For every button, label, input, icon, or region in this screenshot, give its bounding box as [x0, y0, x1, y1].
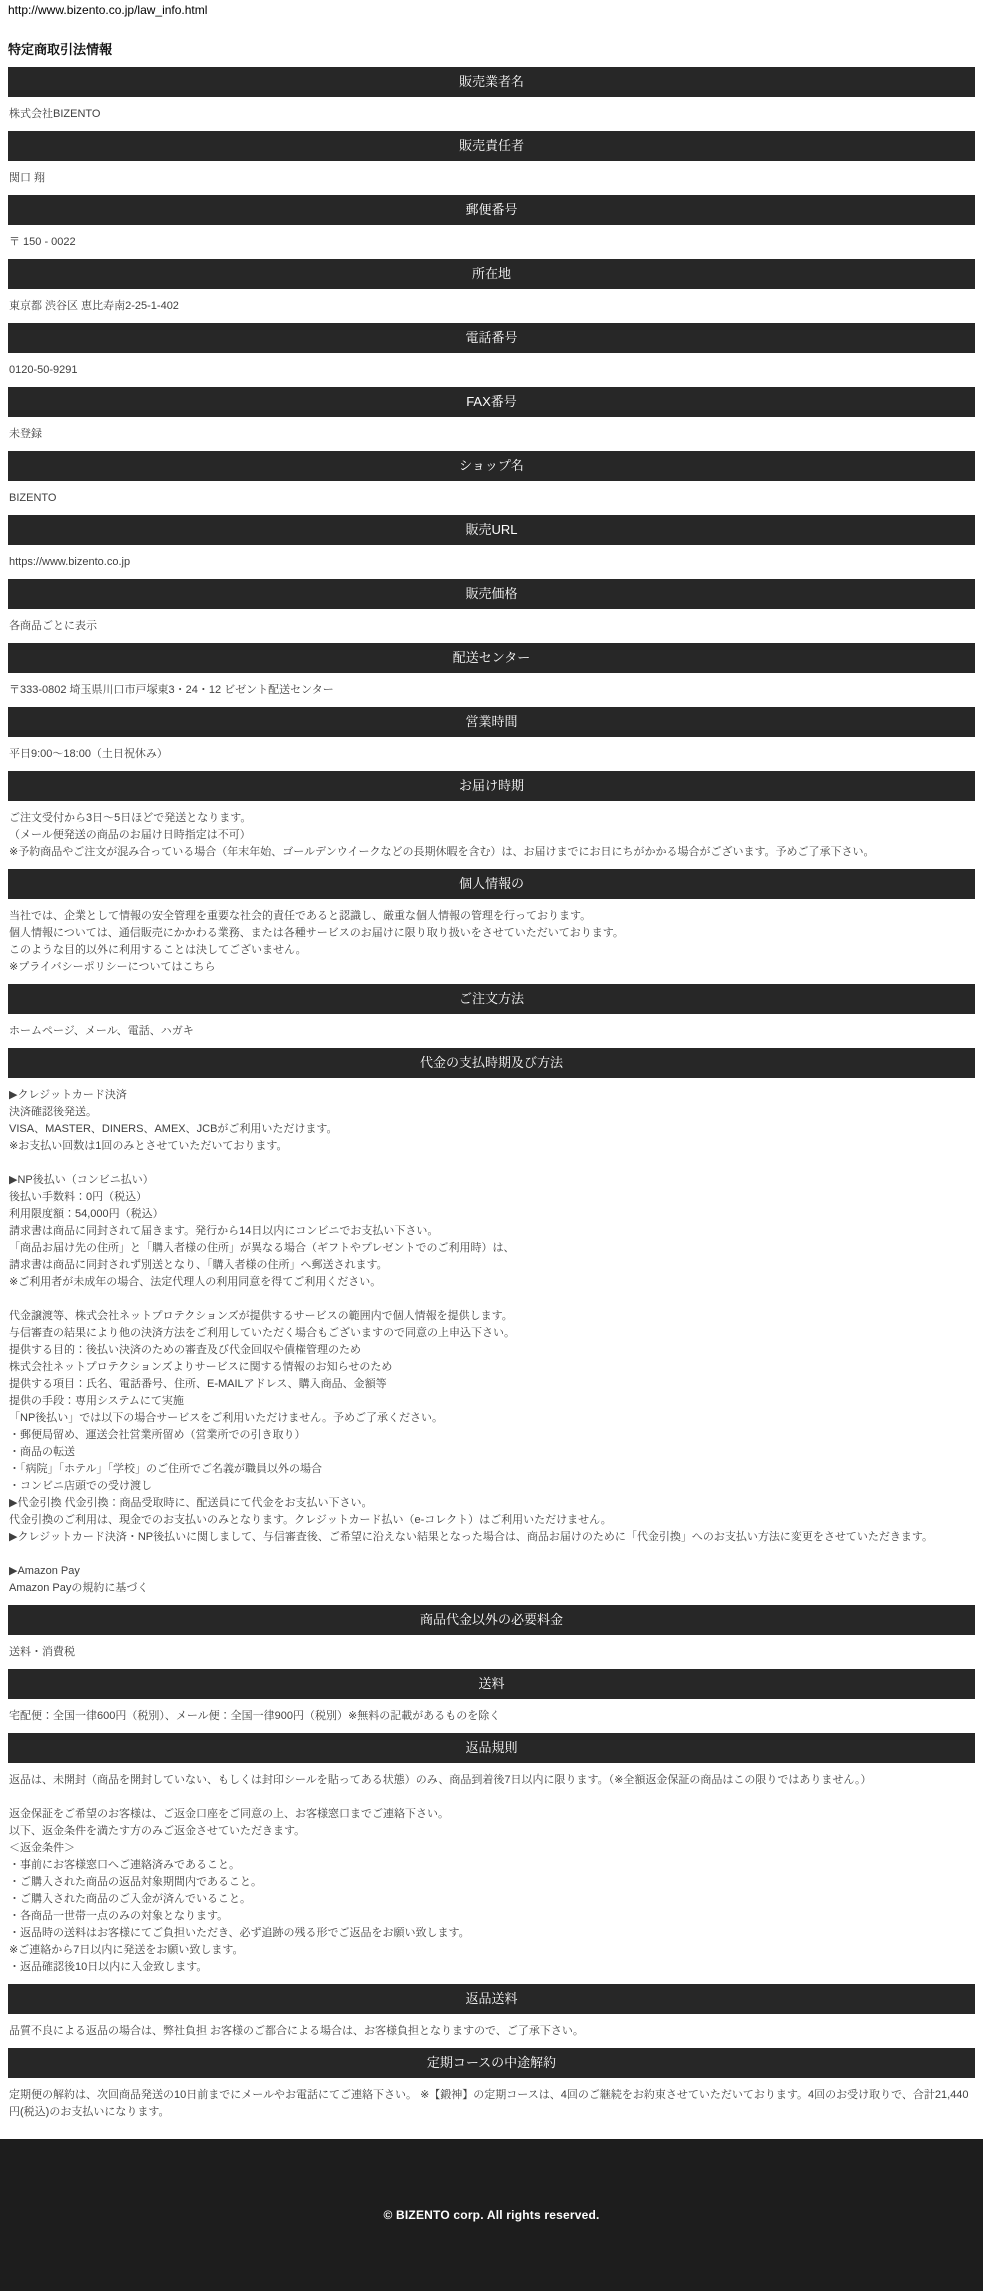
law-section — [8, 579, 975, 643]
section-line: ホームページ、メール、電話、ハガキ — [9, 1025, 194, 1037]
section-header-bar: お届け時期 — [8, 771, 975, 801]
section-line: ・返品確認後10日以内に入金致します。 — [9, 1961, 208, 1973]
section-line: 請求書は商品に同封されず別送となり、「購入者様の住所」へ郵送されます。 — [9, 1259, 388, 1271]
section-line: ・郵便局留め、運送会社営業所留め（営業所での引き取り） — [9, 1429, 306, 1441]
section-body — [8, 1078, 975, 1605]
section-body — [8, 737, 975, 771]
section-line: 未登録 — [9, 428, 42, 440]
section-line: 東京都 渋谷区 恵比寿南2-25-1-402 — [9, 300, 179, 312]
section-header-bar: 販売URL — [8, 515, 975, 545]
section-line: ・返品時の送料はお客様にてご負担いただき、必ず追跡の残る形でご返品をお願い致します。 — [9, 1927, 470, 1939]
section-line: ご注文受付から3日〜5日ほどで発送となります。 — [9, 812, 252, 824]
section-line: 品質不良による返品の場合は、弊社負担 お客様のご都合による場合は、お客様負担となりますので、ご了承下さい。 — [9, 2025, 584, 2037]
section-header-bar: FAX番号 — [8, 387, 975, 417]
section-header-bar: 販売業者名 — [8, 67, 975, 97]
section-line: 定期便の解約は、次回商品発送の10日前までにメールやお電話にてご連絡下さい。 ※【鍛神】の定期コースは、4回のご継続をお約束させていただいております。4回のお受け取りで、合計21,440円(税込)のお支払いになります。 — [9, 2089, 969, 2118]
section-body — [8, 481, 975, 515]
section-line: 後払い手数料：0円（税込） — [9, 1191, 148, 1203]
section-body — [8, 609, 975, 643]
section-line: 〒 150 - 0022 — [9, 236, 76, 248]
section-line: ・ご購入された商品のご入金が済んでいること。 — [9, 1893, 251, 1905]
section-line: ▶Amazon Pay — [9, 1565, 80, 1577]
section-header-bar: 電話番号 — [8, 323, 975, 353]
section-line: ▶代金引換 代金引換：商品受取時に、配送員にて代金をお支払い下さい。 — [9, 1497, 373, 1509]
section-line: 「商品お届け先の住所」と「購入者様の住所」が異なる場合（ギフトやプレゼントでのご利用時）は、 — [9, 1242, 515, 1254]
section-line: 各商品ごとに表示 — [9, 620, 97, 632]
section-body — [8, 801, 975, 869]
section-line: 送料・消費税 — [9, 1646, 75, 1658]
section-line: 請求書は商品に同封されて届きます。発行から14日以内にコンビニでお支払い下さい。 — [9, 1225, 439, 1237]
section-body — [8, 1699, 975, 1733]
page-title: 特定商取引法情報 — [8, 42, 113, 57]
section-line: 関口 翔 — [9, 172, 46, 184]
section-line: 平日9:00〜18:00（土日祝休み） — [9, 748, 168, 760]
section-line: ※お支払い回数は1回のみとさせていただいております。 — [9, 1140, 288, 1152]
section-line: 株式会社BIZENTO — [9, 108, 101, 120]
section-line: 以下、返金条件を満たす方のみご返金させていただきます。 — [9, 1825, 306, 1837]
section-line: 宅配便：全国一律600円（税別）、メール便：全国一律900円（税別）※無料の記載があるものを除く — [9, 1710, 501, 1722]
law-section — [8, 1048, 975, 1605]
section-header-bar: 代金の支払時期及び方法 — [8, 1048, 975, 1078]
section-body — [8, 1635, 975, 1669]
law-section — [8, 195, 975, 259]
section-header-bar: 配送センター — [8, 643, 975, 673]
section-line: ※プライバシーポリシーについてはこちら — [9, 961, 216, 973]
section-line: 与信審査の結果により他の決済方法をご利用していただく場合もございますので同意の上申込下さい。 — [9, 1327, 515, 1339]
law-section — [8, 643, 975, 707]
section-line: ※予約商品やご注文が混み合っている場合（年末年始、ゴールデンウイークなどの長期休暇を含む）は、お届けまでにお日にちがかかる場合がございます。予めご了承下さい。 — [9, 846, 875, 858]
section-line: ・「病院」「ホテル」「学校」のご住所でご名義が職員以外の場合 — [9, 1463, 322, 1475]
section-line: ・各商品一世帯一点のみの対象となります。 — [9, 1910, 229, 1922]
law-section — [8, 387, 975, 451]
section-line: 返金保証をご希望のお客様は、ご返金口座をご同意の上、お客様窓口までご連絡下さい。 — [9, 1808, 449, 1820]
section-line: 0120-50-9291 — [9, 364, 78, 376]
section-line: ・事前にお客様窓口へご連絡済みであること。 — [9, 1859, 240, 1871]
section-header-bar: 営業時間 — [8, 707, 975, 737]
section-body — [8, 289, 975, 323]
section-line: ▶クレジットカード決済 — [9, 1089, 127, 1101]
section-body — [8, 1014, 975, 1048]
law-section — [8, 1984, 975, 2048]
section-line: 返品は、未開封（商品を開封していない、もしくは封印シールを貼ってある状態）のみ、商品到着後7日以内に限ります。（※全額返金保証の商品はこの限りではありません。） — [9, 1774, 872, 1786]
section-header-bar: 個人情報の — [8, 869, 975, 899]
law-section — [8, 1733, 975, 1984]
section-header-bar: 郵便番号 — [8, 195, 975, 225]
section-line — [9, 1291, 975, 1308]
section-line: （メール便発送の商品のお届け日時指定は不可） — [9, 829, 251, 841]
law-section — [8, 131, 975, 195]
section-line — [9, 1155, 975, 1172]
section-line: 代金引換のご利用は、現金でのお支払いのみとなります。クレジットカード払い（e-コレクト）はご利用いただけません。 — [9, 1514, 612, 1526]
section-header-bar: 商品代金以外の必要料金 — [8, 1605, 975, 1635]
law-section — [8, 869, 975, 984]
section-body — [8, 417, 975, 451]
section-line: ・商品の転送 — [9, 1446, 75, 1458]
section-line: ＜返金条件＞ — [9, 1842, 75, 1854]
section-line — [9, 1546, 975, 1563]
section-line: ・ご購入された商品の返品対象期間内であること。 — [9, 1876, 262, 1888]
section-line: ※ご利用者が未成年の場合、法定代理人の利用同意を得てご利用ください。 — [9, 1276, 382, 1288]
section-line — [9, 1789, 975, 1806]
section-line: 代金譲渡等、株式会社ネットプロテクションズが提供するサービスの範囲内で個人情報を提供します。 — [9, 1310, 513, 1322]
section-line: https://www.bizento.co.jp — [9, 556, 131, 568]
section-line: 提供の手段：専用システムにて実施 — [9, 1395, 184, 1407]
law-section — [8, 771, 975, 869]
section-line: 当社では、企業として情報の安全管理を重要な社会的責任であると認識し、厳重な個人情報の管理を行っております。 — [9, 910, 592, 922]
law-section — [8, 984, 975, 1048]
section-body — [8, 899, 975, 984]
section-line: 〒333-0802 埼玉県川口市戸塚東3・24・12 ビゼント配送センター — [9, 684, 334, 696]
section-header-bar: 返品送料 — [8, 1984, 975, 2014]
section-body — [8, 1763, 975, 1984]
law-section — [8, 259, 975, 323]
section-body — [8, 2014, 975, 2048]
law-section — [8, 515, 975, 579]
section-line: 提供する項目：氏名、電話番号、住所、E-MAILアドレス、購入商品、金額等 — [9, 1378, 387, 1390]
section-line: ▶クレジットカード決済・NP後払いに関しまして、与信審査後、ご希望に沿えない結果となった場合は、商品お届けのために「代金引換」へのお支払い方法に変更をさせていただきます。 — [9, 1531, 934, 1543]
section-line: ※ご連絡から7日以内に発送をお願い致します。 — [9, 1944, 244, 1956]
section-body — [8, 353, 975, 387]
section-header-bar: 販売責任者 — [8, 131, 975, 161]
section-header-bar: ショップ名 — [8, 451, 975, 481]
section-line: 利用限度額：54,000円（税込） — [9, 1208, 164, 1220]
law-section — [8, 2048, 975, 2129]
section-body — [8, 2078, 975, 2129]
section-line: ・コンビニ店頭での受け渡し — [9, 1480, 152, 1492]
section-line: ▶NP後払い（コンビニ払い） — [9, 1174, 154, 1186]
section-line: BIZENTO — [9, 492, 57, 504]
section-header-bar: 返品規則 — [8, 1733, 975, 1763]
section-header-bar: 販売価格 — [8, 579, 975, 609]
section-body — [8, 673, 975, 707]
law-section — [8, 1669, 975, 1733]
section-header-bar: 定期コースの中途解約 — [8, 2048, 975, 2078]
section-body — [8, 161, 975, 195]
copyright-text: © BIZENTO corp. All rights reserved. — [383, 2208, 600, 2222]
law-section — [8, 67, 975, 131]
section-line: Amazon Payの規約に基づく — [9, 1582, 149, 1594]
section-header-bar: 所在地 — [8, 259, 975, 289]
section-header-bar: ご注文方法 — [8, 984, 975, 1014]
section-line: 決済確認後発送。 — [9, 1106, 97, 1118]
footer — [0, 2139, 983, 2291]
law-section — [8, 451, 975, 515]
section-line: VISA、MASTER、DINERS、AMEX、JCBがご利用いただけます。 — [9, 1123, 338, 1135]
law-section — [8, 1605, 975, 1669]
section-body — [8, 225, 975, 259]
law-section — [8, 323, 975, 387]
section-line: 提供する目的：後払い決済のための審査及び代金回収や債権管理のため — [9, 1344, 361, 1356]
section-line: このような目的以外に利用することは決してございません。 — [9, 944, 307, 956]
section-line: 「NP後払い」では以下の場合サービスをご利用いただけません。予めご了承ください。 — [9, 1412, 443, 1424]
section-body — [8, 97, 975, 131]
section-line: 株式会社ネットプロテクションズよりサービスに関する情報のお知らせのため — [9, 1361, 393, 1373]
section-line: 個人情報については、通信販売にかかわる業務、または各種サービスのお届けに限り取り扱いをさせていただいております。 — [9, 927, 624, 939]
section-header-bar: 送料 — [8, 1669, 975, 1699]
sections-container — [8, 67, 975, 2129]
law-section — [8, 707, 975, 771]
page-url-text: http://www.bizento.co.jp/law_info.html — [8, 3, 208, 17]
section-body — [8, 545, 975, 579]
